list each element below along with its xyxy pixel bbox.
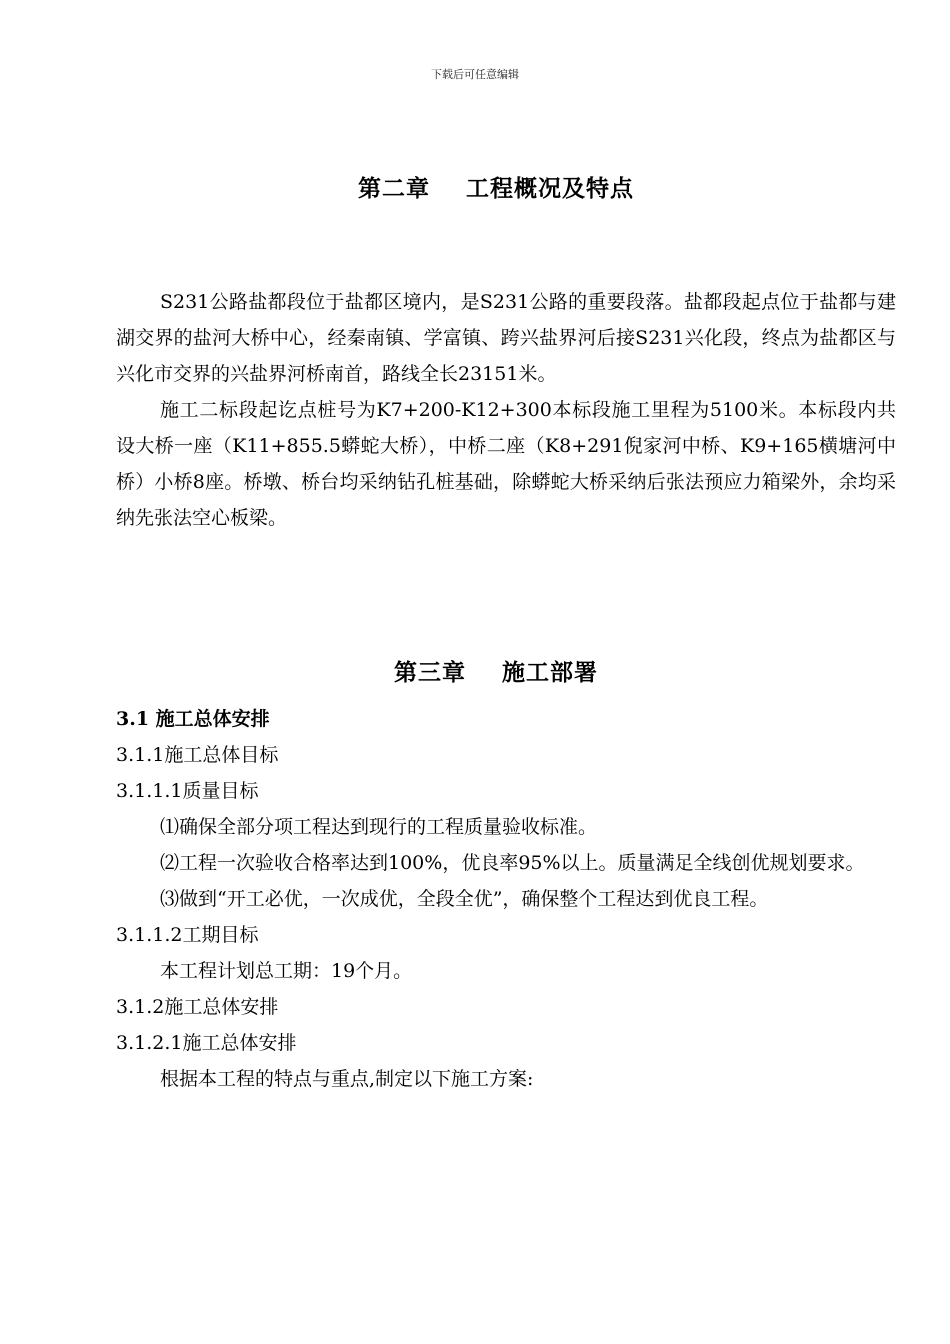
header-note: 下载后可任意编辑 <box>431 68 519 81</box>
section-3-1-2-heading: 3.1.2施工总体安排 <box>116 996 279 1018</box>
chapter2-body <box>116 284 896 536</box>
section-3-1-heading: 3.1 施工总体安排 <box>116 708 270 730</box>
schedule-text: 本工程计划总工期：19个月。 <box>160 960 413 982</box>
chapter3-title: 第三章 施工部署 <box>393 659 599 686</box>
quality-item: ⑴确保全部分项工程达到现行的工程质量验收标准。 <box>160 816 598 838</box>
section-3-1-2-1-heading: 3.1.2.1施工总体安排 <box>116 1032 297 1054</box>
section-3-1-1-1-heading: 3.1.1.1质量目标 <box>116 780 259 802</box>
chapter2-paragraph: 施工二标段起讫点桩号为K7+200-K12+300本标段施工里程为5100米。本标段内共设大桥一座（K11+855.5蟒蛇大桥），中桥二座（K8+291倪家河中桥、K9+165横塘河中桥）小桥8座。桥墩、桥台均采纳钻孔桩基础，除蟒蛇大桥采纳后张法预应力箱梁外，余均采纳先张法空心板梁。 <box>116 399 896 529</box>
plan-intro: 根据本工程的特点与重点,制定以下施工方案: <box>160 1068 534 1090</box>
section-3-1-1-heading: 3.1.1施工总体目标 <box>116 744 279 766</box>
quality-item: ⑵工程一次验收合格率达到100%，优良率95%以上。质量满足全线创优规划要求。 <box>160 852 865 874</box>
chapter2-paragraph: S231公路盐都段位于盐都区境内，是S231公路的重要段落。盐都段起点位于盐都与建湖交界的盐河大桥中心，经秦南镇、学富镇、跨兴盐界河后接S231兴化段，终点为盐都区与兴化市交界的兴盐界河桥南首，路线全长23151米。 <box>116 291 896 385</box>
chapter3-body <box>116 701 896 1097</box>
chapter2-title: 第二章 工程概况及特点 <box>357 175 635 202</box>
quality-item: ⑶做到“开工必优，一次成优，全段全优”，确保整个工程达到优良工程。 <box>160 888 769 910</box>
section-3-1-1-2-heading: 3.1.1.2工期目标 <box>116 924 259 946</box>
